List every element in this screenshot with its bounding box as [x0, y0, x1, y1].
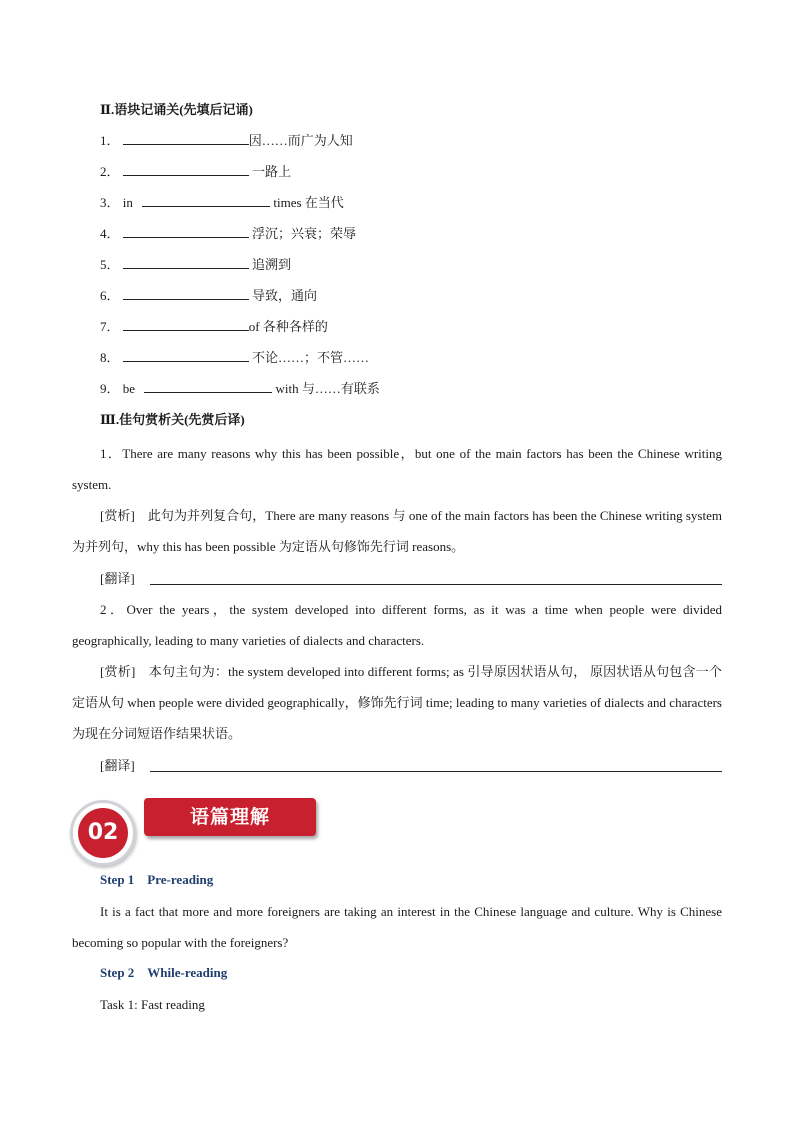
- badge-number: 02: [78, 808, 128, 858]
- item-number: 6．: [100, 288, 120, 303]
- item-number: 8．: [100, 350, 120, 365]
- translation-input-1[interactable]: [150, 584, 722, 585]
- translate-label: [翻译]: [100, 571, 135, 586]
- fill-blank[interactable]: [142, 194, 270, 207]
- fill-blank[interactable]: [123, 163, 249, 176]
- translation-input-2[interactable]: [150, 771, 722, 772]
- list-item: [100, 256, 291, 274]
- fill-blank[interactable]: [123, 132, 249, 145]
- step-1-title: Step 1 Pre-reading: [100, 872, 214, 887]
- fill-blank[interactable]: [123, 349, 249, 362]
- item-prefix: be: [122, 381, 136, 396]
- item-number: 9．: [100, 381, 120, 396]
- sentence-1-text: 1．There are many reasons why this has been possible，but one of the main factors has been the Chinese writing system.: [72, 446, 722, 492]
- item-number: 1．: [100, 133, 120, 148]
- item-meaning: 导致，通向: [248, 288, 318, 303]
- item-meaning: 不论……；不管……: [248, 350, 370, 365]
- list-item: [100, 349, 369, 367]
- fill-blank[interactable]: [123, 256, 249, 269]
- item-number: 3．: [100, 195, 120, 210]
- item-meaning: 追溯到: [248, 257, 292, 272]
- item-meaning: with 与……有联系: [272, 381, 380, 396]
- list-item: [100, 225, 356, 243]
- list-item: [100, 380, 380, 398]
- item-meaning: 浮沉；兴衰；荣辱: [248, 226, 357, 241]
- item-meaning: 因……而广为人知: [248, 133, 353, 148]
- item-number: 7．: [100, 319, 120, 334]
- list-item: [100, 163, 291, 181]
- translate-label: [翻译]: [100, 758, 135, 773]
- sentence-2-text: 2．Over the years，the system developed into different forms, as it was a time when people were divided geographically, leading to many varieties of dialects and characters.: [72, 602, 722, 648]
- sentence-1-analysis: [赏析] 此句为并列复合句，There are many reasons 与 one of the main factors has been the Chinese writing system 为并列句，why this has been possible 为定语从句修饰先行词 reasons。: [72, 508, 722, 554]
- list-item: [100, 287, 317, 305]
- section-badge: [70, 794, 330, 864]
- badge-number-circle: [70, 800, 136, 866]
- fill-blank[interactable]: [123, 287, 249, 300]
- badge-title: 语篇理解: [144, 798, 316, 836]
- list-item: [100, 132, 353, 150]
- list-item: [100, 194, 344, 212]
- task-1-label: Task 1: Fast reading: [100, 997, 205, 1012]
- item-number: 4．: [100, 226, 120, 241]
- item-meaning: of 各种各样的: [248, 319, 328, 334]
- fill-blank[interactable]: [123, 318, 249, 331]
- fill-blank[interactable]: [123, 225, 249, 238]
- step-1-text: It is a fact that more and more foreigners are taking an interest in the Chinese language and culture. Why is Chinese becoming so popular with the foreigners?: [72, 904, 722, 950]
- fill-blank[interactable]: [144, 380, 272, 393]
- section-heading-sentences: Ⅲ.佳句赏析关(先赏后译): [100, 412, 245, 427]
- item-meaning: times 在当代: [270, 195, 344, 210]
- item-meaning: 一路上: [248, 164, 292, 179]
- sentence-2-analysis: [赏析] 本句主句为：the system developed into different forms; as 引导原因状语从句， 原因状语从句包含一个定语从句 when people were divided geographically，修饰先行词 time; leading to many varieties of dialects and characters为现在分词短语作结果状语。: [72, 664, 722, 741]
- list-item: [100, 318, 328, 336]
- item-number: 5．: [100, 257, 120, 272]
- item-number: 2．: [100, 164, 120, 179]
- item-prefix: in: [122, 195, 133, 210]
- step-2-title: Step 2 While-reading: [100, 965, 228, 980]
- section-heading-vocab: Ⅱ.语块记诵关(先填后记诵): [100, 102, 253, 117]
